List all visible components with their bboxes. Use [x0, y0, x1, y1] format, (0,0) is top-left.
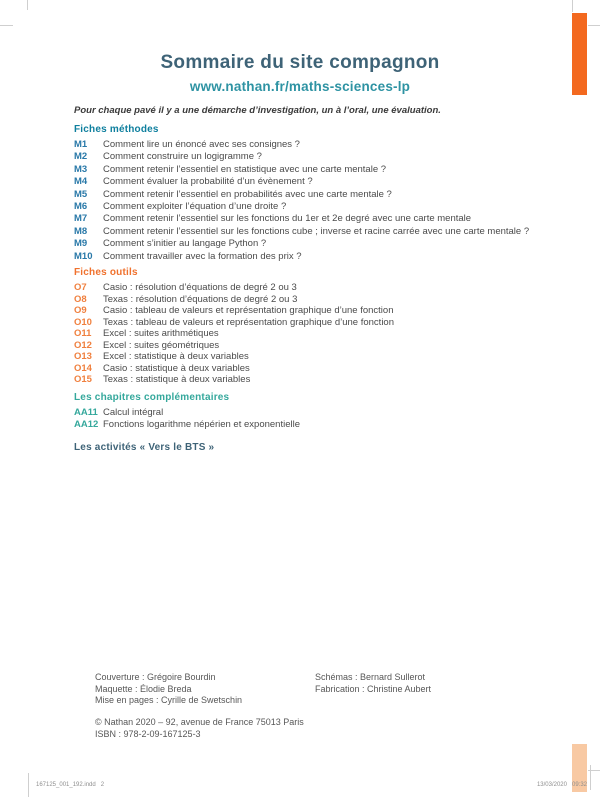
item-code: M4 [74, 176, 88, 188]
list-item [74, 251, 564, 263]
list-item [74, 139, 564, 151]
item-code: O8 [74, 293, 87, 305]
item-text: Comment évaluer la probabilité d’un évènement ? [103, 176, 313, 188]
list-item [74, 189, 564, 201]
item-text: Comment retenir l’essentiel en statistique avec une carte mentale ? [103, 163, 387, 175]
item-code: O7 [74, 282, 87, 293]
item-text: Comment retenir l’essentiel sur les fonctions du 1er et 2e degré avec une carte mentale [103, 213, 472, 225]
section-fiches-methodes [74, 124, 564, 263]
crop-mark-top-right-horizontal [588, 25, 600, 26]
section-heading: Les activités « Vers le BTS » [74, 442, 215, 453]
item-code: O10 [74, 316, 92, 328]
credits-right-column [315, 672, 431, 695]
item-text: Comment lire un énoncé avec ses consignes ? [103, 139, 300, 150]
item-text: Excel : statistique à deux variables [103, 351, 249, 362]
item-code: M1 [74, 139, 88, 150]
item-code: M5 [74, 188, 88, 200]
list-item [74, 317, 564, 329]
crop-mark-top-left-vertical [27, 0, 28, 10]
item-code: M9 [74, 238, 88, 250]
item-text: Casio : statistique à deux variables [103, 362, 250, 374]
list-item [74, 238, 564, 250]
list-item [74, 407, 564, 419]
colophon [95, 717, 304, 740]
section-activites-bts [74, 442, 564, 457]
list-item [74, 328, 564, 340]
item-code: M7 [74, 213, 88, 225]
item-text: Calcul intégral [103, 407, 164, 418]
item-text: Comment retenir l’essentiel sur les fonctions cube ; inverse et racine carrée avec une carte mentale ? [103, 225, 530, 237]
item-code: O9 [74, 305, 87, 316]
item-text: Fonctions logarithme népérien et exponentielle [103, 419, 300, 430]
list-item [74, 363, 564, 375]
intro-note: Pour chaque pavé il y a une démarche d’investigation, un à l’oral, une évaluation. [74, 105, 441, 116]
section-heading: Fiches méthodes [74, 124, 159, 135]
credit-line: Couverture : Grégoire Bourdin [95, 672, 216, 682]
section-chapitres-complementaires [74, 392, 564, 431]
item-text: Comment s’initier au langage Python ? [103, 238, 267, 250]
item-code: AA12 [74, 419, 99, 430]
item-code: M2 [74, 151, 88, 163]
crop-mark-bottom-right-vertical [590, 765, 591, 790]
item-text: Texas : statistique à deux variables [103, 374, 251, 385]
list-item [74, 201, 564, 213]
list-item [74, 151, 564, 163]
item-text: Casio : tableau de valeurs et représentation graphique d’une fonction [103, 305, 394, 316]
item-text: Comment travailler avec la formation des prix ? [103, 250, 302, 262]
list-item [74, 374, 564, 386]
section-heading: Fiches outils [74, 267, 138, 278]
item-code: O13 [74, 351, 92, 362]
item-code: M10 [74, 250, 93, 262]
crop-mark-top-right-vertical [572, 0, 573, 12]
item-code: M3 [74, 163, 88, 175]
list-item [74, 419, 564, 431]
credit-line: Fabrication : Christine Aubert [315, 683, 432, 694]
section-heading: Les chapitres complémentaires [74, 392, 230, 403]
list-item [74, 164, 564, 176]
slug-filename: 167125_001_192.indd 2 [36, 782, 105, 788]
list-item [74, 351, 564, 363]
list-item [74, 305, 564, 317]
crop-mark-bottom-right-horizontal [588, 770, 600, 771]
item-text: Casio : résolution d’équations de degré 2 ou 3 [103, 282, 297, 293]
item-code: O14 [74, 362, 92, 374]
page-title: Sommaire du site compagnon [160, 52, 440, 73]
crop-mark-top-left-horizontal [0, 25, 13, 26]
item-code: AA11 [74, 407, 98, 418]
item-code: O12 [74, 339, 92, 351]
item-code: O11 [74, 328, 92, 339]
credits-left-column [95, 672, 242, 707]
list-item [74, 340, 564, 352]
item-text: Comment retenir l’essentiel en probabilités avec une carte mentale ? [103, 188, 392, 200]
item-text: Comment exploiter l’équation d’une droite ? [103, 201, 287, 213]
list-item [74, 226, 564, 238]
item-code: M6 [74, 201, 88, 213]
crop-mark-bottom-left-vertical [28, 773, 29, 797]
list-item [74, 294, 564, 306]
credit-line: Schémas : Bernard Sullerot [315, 672, 426, 682]
item-text: Texas : tableau de valeurs et représentation graphique d’une fonction [103, 316, 395, 328]
item-text: Comment construire un logigramme ? [103, 151, 262, 163]
list-item [74, 282, 564, 294]
credit-line: Maquette : Élodie Breda [95, 683, 192, 694]
companion-site-url: www.nathan.fr/maths-sciences-lp [189, 79, 411, 94]
list-item [74, 213, 564, 225]
item-text: Texas : résolution d’équations de degré 2 ou 3 [103, 293, 298, 305]
item-text: Excel : suites géométriques [103, 339, 220, 351]
item-code: O15 [74, 374, 92, 385]
section-fiches-outils [74, 267, 564, 386]
isbn-line: ISBN : 978-2-09-167125-3 [95, 728, 201, 739]
copyright-line: © Nathan 2020 – 92, avenue de France 75013 Paris [95, 717, 304, 727]
item-code: M8 [74, 225, 88, 237]
slug-datetime: 13/03/2020 09:32 [536, 782, 587, 788]
item-text: Excel : suites arithmétiques [103, 328, 219, 339]
credit-line: Mise en pages : Cyrille de Swetschin [95, 695, 243, 705]
header [0, 52, 600, 94]
list-item [74, 176, 564, 188]
